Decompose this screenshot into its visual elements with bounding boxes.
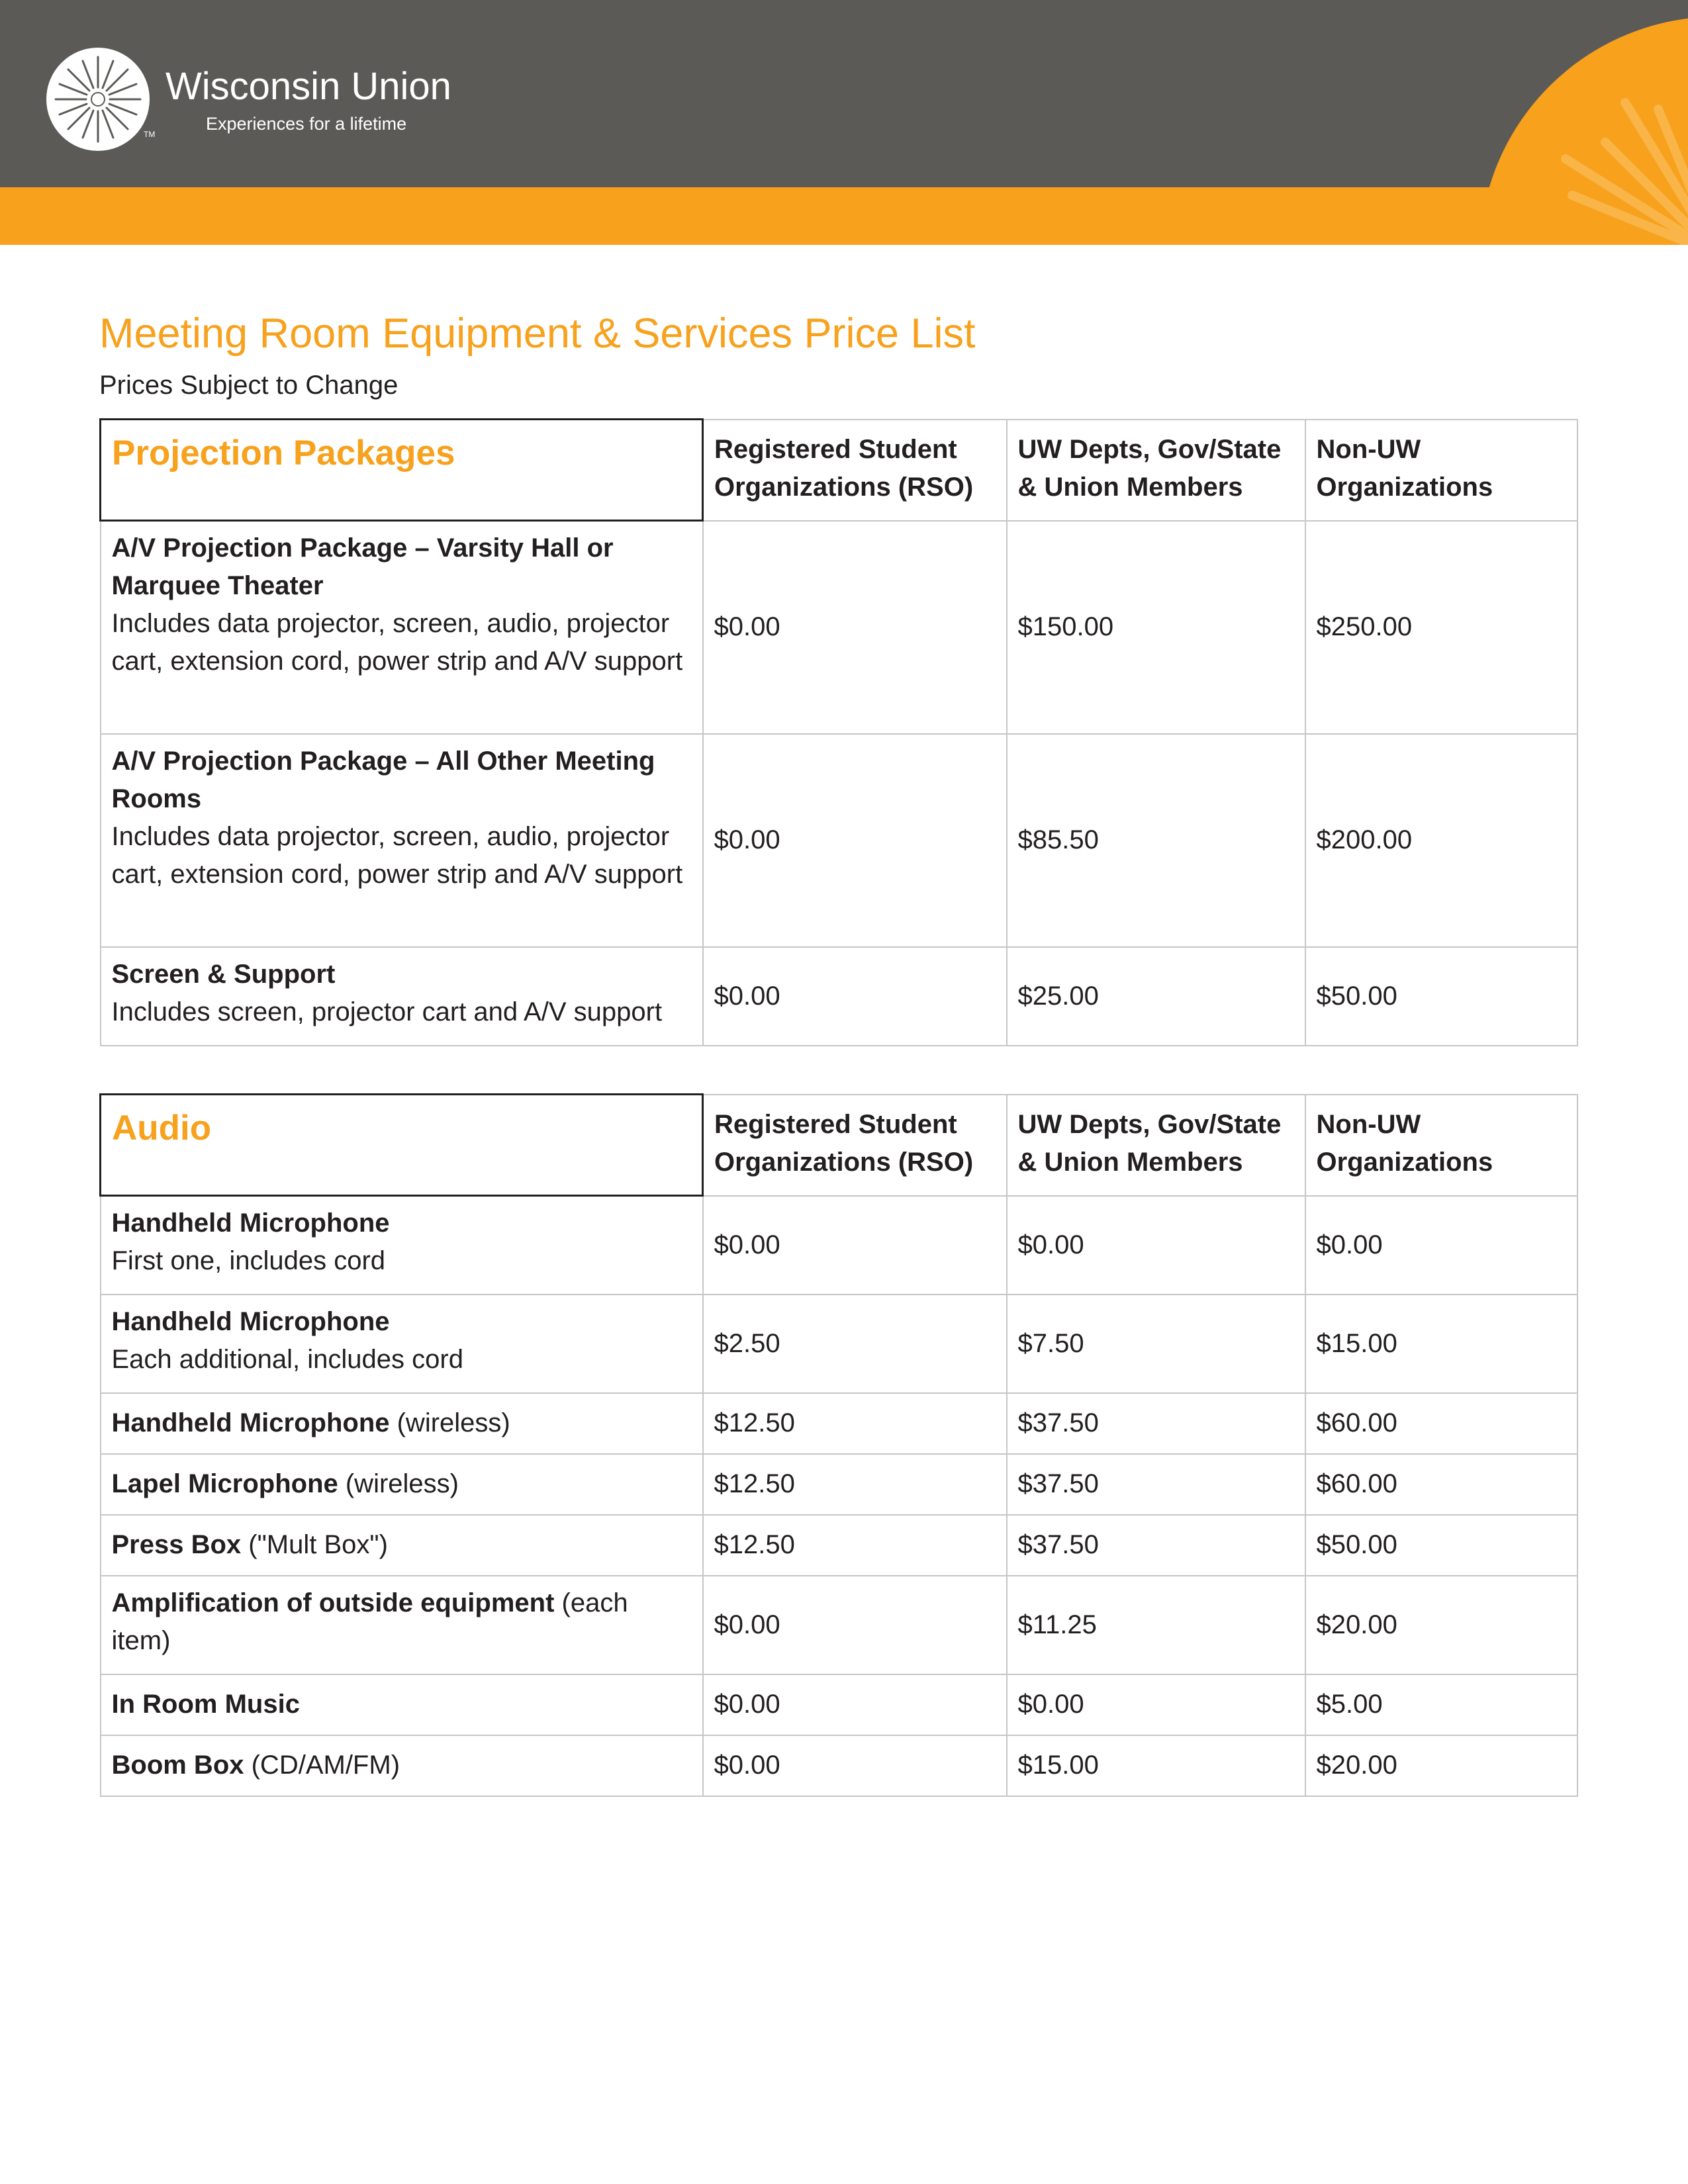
item-note: First one, includes cord	[111, 1246, 386, 1275]
price-non-uw: $50.00	[1305, 1515, 1577, 1576]
item-description	[101, 1393, 703, 1454]
price-non-uw: $20.00	[1305, 1735, 1577, 1796]
price-non-uw: $5.00	[1305, 1674, 1577, 1735]
wisconsin-union-logo-icon	[46, 48, 150, 151]
price-non-uw: $200.00	[1305, 734, 1577, 947]
price-uw: $37.50	[1007, 1393, 1305, 1454]
audio-price-table	[99, 1093, 1578, 1797]
item-description	[101, 1515, 703, 1576]
item-note: Includes screen, projector cart and A/V support	[111, 997, 663, 1026]
table-row	[101, 521, 1577, 734]
item-name: Press Box	[111, 1530, 242, 1559]
header-banner	[0, 0, 1688, 245]
item-name: A/V Projection Package – Varsity Hall or Marquee Theater	[111, 533, 614, 600]
sun-graphic	[1479, 17, 1688, 245]
item-note: Includes data projector, screen, audio, projector cart, extension cord, power strip and A/V support	[111, 821, 683, 889]
item-description	[101, 521, 703, 734]
price-uw: $37.50	[1007, 1515, 1305, 1576]
column-header-uw: UW Depts, Gov/State & Union Members	[1007, 1095, 1305, 1196]
column-header-rso: Registered Student Organizations (RSO)	[703, 1095, 1007, 1196]
price-rso: $0.00	[703, 1735, 1007, 1796]
price-rso: $12.50	[703, 1393, 1007, 1454]
item-name: Handheld Microphone	[111, 1306, 390, 1336]
item-qualifier: ("Mult Box")	[241, 1530, 388, 1559]
item-name: Lapel Microphone	[111, 1469, 338, 1498]
price-uw: $0.00	[1007, 1196, 1305, 1295]
trademark-mark: TM	[144, 130, 156, 139]
column-header-rso: Registered Student Organizations (RSO)	[703, 420, 1007, 521]
column-header-non-uw: Non-UW Organizations	[1305, 420, 1577, 521]
sun-rays-icon	[1479, 17, 1688, 245]
item-qualifier: (each item)	[111, 1588, 628, 1655]
price-rso: $0.00	[703, 1674, 1007, 1735]
item-name: Handheld Microphone	[111, 1408, 390, 1437]
price-rso: $0.00	[703, 734, 1007, 947]
page-subtitle: Prices Subject to Change	[99, 371, 399, 400]
price-uw: $0.00	[1007, 1674, 1305, 1735]
price-non-uw: $15.00	[1305, 1295, 1577, 1393]
table-row	[101, 734, 1577, 947]
table-header-row	[101, 420, 1577, 521]
item-qualifier: (CD/AM/FM)	[244, 1751, 400, 1780]
table-row	[101, 947, 1577, 1046]
item-note: Each additional, includes cord	[111, 1344, 463, 1374]
price-rso: $12.50	[703, 1515, 1007, 1576]
price-uw: $25.00	[1007, 947, 1305, 1046]
price-uw: $85.50	[1007, 734, 1305, 947]
price-non-uw: $60.00	[1305, 1393, 1577, 1454]
price-non-uw: $250.00	[1305, 521, 1577, 734]
section-header-cell	[101, 1095, 703, 1196]
item-description	[101, 734, 703, 947]
item-qualifier: (wireless)	[338, 1469, 459, 1498]
brand-tagline: Experiences for a lifetime	[206, 114, 407, 134]
price-rso: $0.00	[703, 1196, 1007, 1295]
brand-name: Wisconsin Union	[165, 65, 451, 108]
table-row	[101, 1295, 1577, 1393]
item-name: Amplification of outside equipment	[111, 1588, 555, 1617]
table-row	[101, 1515, 1577, 1576]
section-title-audio: Audio	[112, 1109, 212, 1148]
item-description	[101, 1454, 703, 1515]
item-name: Screen & Support	[111, 959, 336, 989]
item-description	[101, 1674, 703, 1735]
price-non-uw: $50.00	[1305, 947, 1577, 1046]
price-uw: $11.25	[1007, 1576, 1305, 1674]
item-name: In Room Music	[111, 1690, 300, 1719]
item-name: A/V Projection Package – All Other Meeting Rooms	[111, 746, 655, 813]
price-non-uw: $0.00	[1305, 1196, 1577, 1295]
section-header-cell	[101, 420, 703, 521]
page-title: Meeting Room Equipment & Services Price List	[99, 310, 976, 357]
projection-price-table	[99, 418, 1578, 1046]
table-row	[101, 1735, 1577, 1796]
price-uw: $37.50	[1007, 1454, 1305, 1515]
table-row	[101, 1674, 1577, 1735]
item-description	[101, 947, 703, 1046]
banner-orange-band	[0, 187, 1688, 245]
price-rso: $0.00	[703, 521, 1007, 734]
item-name: Boom Box	[111, 1751, 244, 1780]
table-row	[101, 1196, 1577, 1295]
item-qualifier: (wireless)	[389, 1408, 510, 1437]
price-uw: $15.00	[1007, 1735, 1305, 1796]
price-rso: $12.50	[703, 1454, 1007, 1515]
column-header-uw: UW Depts, Gov/State & Union Members	[1007, 420, 1305, 521]
price-rso: $0.00	[703, 947, 1007, 1046]
table-row	[101, 1454, 1577, 1515]
price-uw: $7.50	[1007, 1295, 1305, 1393]
table-header-row	[101, 1095, 1577, 1196]
price-rso: $0.00	[703, 1576, 1007, 1674]
item-description	[101, 1735, 703, 1796]
table-row	[101, 1393, 1577, 1454]
price-non-uw: $20.00	[1305, 1576, 1577, 1674]
item-description	[101, 1295, 703, 1393]
item-description	[101, 1576, 703, 1674]
table-row	[101, 1576, 1577, 1674]
price-rso: $2.50	[703, 1295, 1007, 1393]
section-title-projection: Projection Packages	[112, 433, 455, 473]
column-header-non-uw: Non-UW Organizations	[1305, 1095, 1577, 1196]
item-name: Handheld Microphone	[111, 1208, 390, 1238]
price-uw: $150.00	[1007, 521, 1305, 734]
item-description	[101, 1196, 703, 1295]
item-note: Includes data projector, screen, audio, projector cart, extension cord, power strip and A/V support	[111, 609, 683, 676]
price-non-uw: $60.00	[1305, 1454, 1577, 1515]
